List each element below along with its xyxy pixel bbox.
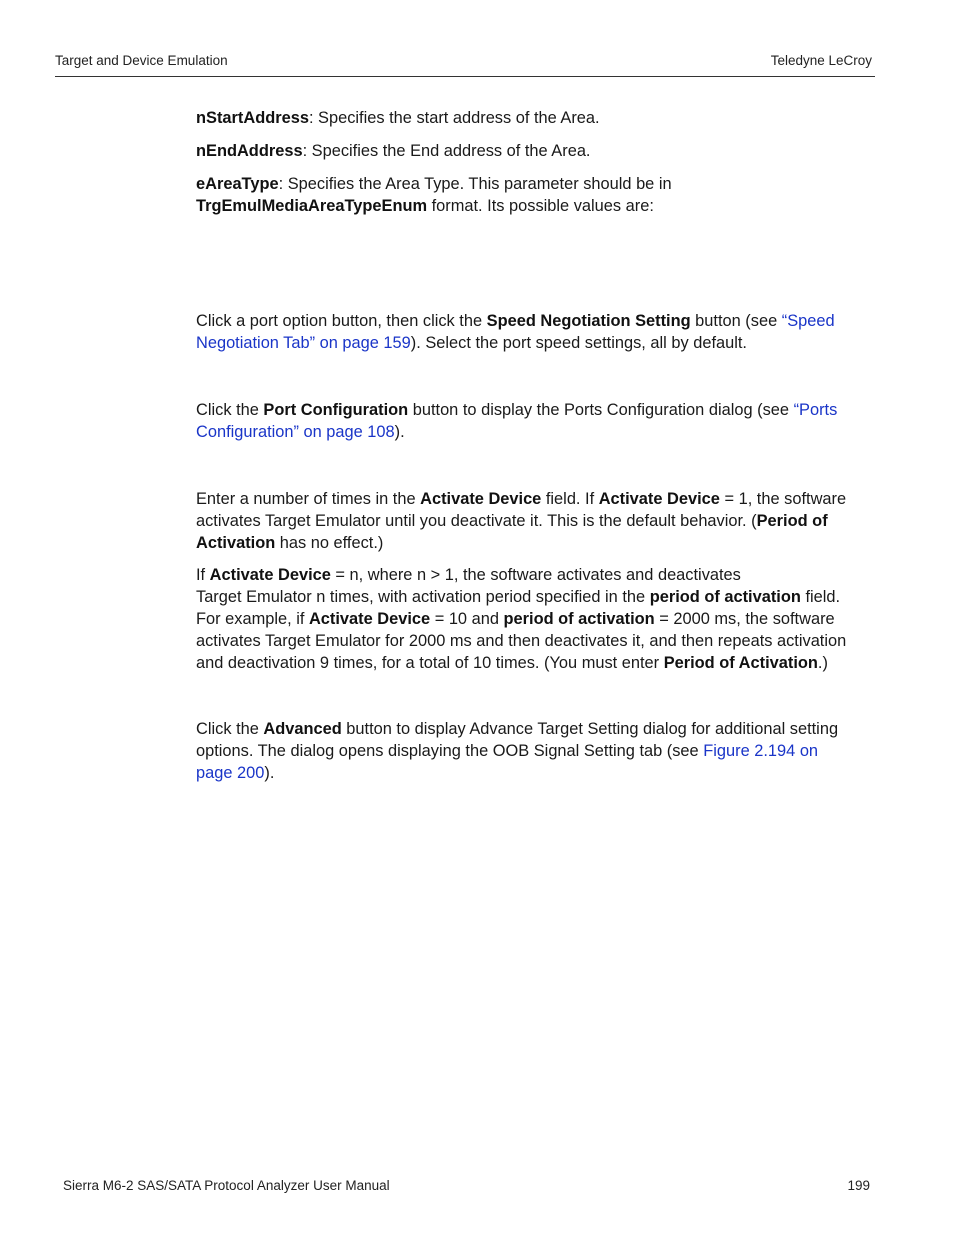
text: options. The dialog opens displaying the OOB Signal Setting tab (see <box>196 742 704 760</box>
running-header-title: Target and Device Emulation <box>55 53 228 68</box>
port-configuration-paragraph <box>196 399 876 443</box>
ui-term: Port Configuration <box>263 401 409 419</box>
text: and deactivation 9 times, for a total of 10 times. (You must enter <box>196 654 664 672</box>
page-number: 199 <box>847 1178 870 1193</box>
activate-device-n-paragraph <box>196 564 876 674</box>
link-text[interactable]: page 200 <box>196 764 265 782</box>
text: = 2000 ms, the software <box>654 610 835 628</box>
header-divider <box>55 76 875 77</box>
text: Click the <box>196 720 264 738</box>
link-text[interactable]: Configuration” on page 108 <box>196 423 395 441</box>
text: button to display Advance Target Setting dialog for additional setting <box>341 720 839 738</box>
text: Target Emulator n times, with activation period specified in the <box>196 588 650 606</box>
param-eareatype <box>196 173 876 217</box>
text: Click a port option button, then click the <box>196 312 487 330</box>
ui-term: Activate Device <box>209 566 331 584</box>
param-description: format. Its possible values are: <box>427 197 654 215</box>
ui-term: Speed Negotiation Setting <box>486 312 691 330</box>
ui-term: Period of <box>756 512 828 530</box>
text: activates Target Emulator until you deactivate it. This is the default behavior. ( <box>196 512 757 530</box>
param-nendaddress <box>196 140 876 162</box>
text: For example, if <box>196 610 309 628</box>
text: field. If <box>541 490 599 508</box>
ui-term: period of activation <box>503 610 655 628</box>
ui-term: Period of Activation <box>663 654 818 672</box>
param-term: eAreaType <box>196 175 279 193</box>
link-text[interactable]: “Speed <box>781 312 835 330</box>
param-term: nStartAddress <box>196 109 309 127</box>
ui-term: Advanced <box>263 720 342 738</box>
ui-term: Activate Device <box>420 490 542 508</box>
enum-name: TrgEmulMediaAreaTypeEnum <box>196 197 428 215</box>
activate-device-paragraph <box>196 488 876 554</box>
link-text[interactable]: Negotiation Tab” on page 159 <box>196 334 411 352</box>
text: Enter a number of times in the <box>196 490 421 508</box>
link-text[interactable]: “Ports <box>793 401 838 419</box>
text: If <box>196 566 210 584</box>
running-footer-title: Sierra M6-2 SAS/SATA Protocol Analyzer User Manual <box>63 1178 390 1193</box>
text: = 1, the software <box>719 490 847 508</box>
param-description: : Specifies the start address of the Area. <box>308 109 600 127</box>
text: ). <box>264 764 275 782</box>
text: field. <box>800 588 841 606</box>
text: ). <box>394 423 405 441</box>
ui-term: Activate Device <box>308 610 431 628</box>
text: button to display the Ports Configuration dialog (see <box>408 401 794 419</box>
text: has no effect.) <box>275 534 384 552</box>
param-term: nEndAddress <box>196 142 303 160</box>
link-text[interactable]: Figure 2.194 on <box>703 742 819 760</box>
text: ). Select the port speed settings, all by default. <box>410 334 747 352</box>
text: activates Target Emulator for 2000 ms and then deactivates it, and then repeats activation <box>196 632 847 650</box>
ui-term: period of activation <box>649 588 801 606</box>
param-nstartaddress <box>196 107 876 129</box>
text: Click the <box>196 401 264 419</box>
advanced-paragraph <box>196 718 876 784</box>
running-header-company: Teledyne LeCroy <box>770 53 872 68</box>
param-description: : Specifies the End address of the Area. <box>302 142 591 160</box>
text: .) <box>817 654 828 672</box>
param-description: : Specifies the Area Type. This parameter should be in <box>278 175 672 193</box>
ui-term: Activate Device <box>598 490 720 508</box>
text: = n, where n > 1, the software activates and deactivates <box>330 566 741 584</box>
speed-negotiation-paragraph <box>196 310 876 354</box>
text: button (see <box>690 312 782 330</box>
ui-term: Activation <box>196 534 276 552</box>
text: = 10 and <box>430 610 504 628</box>
